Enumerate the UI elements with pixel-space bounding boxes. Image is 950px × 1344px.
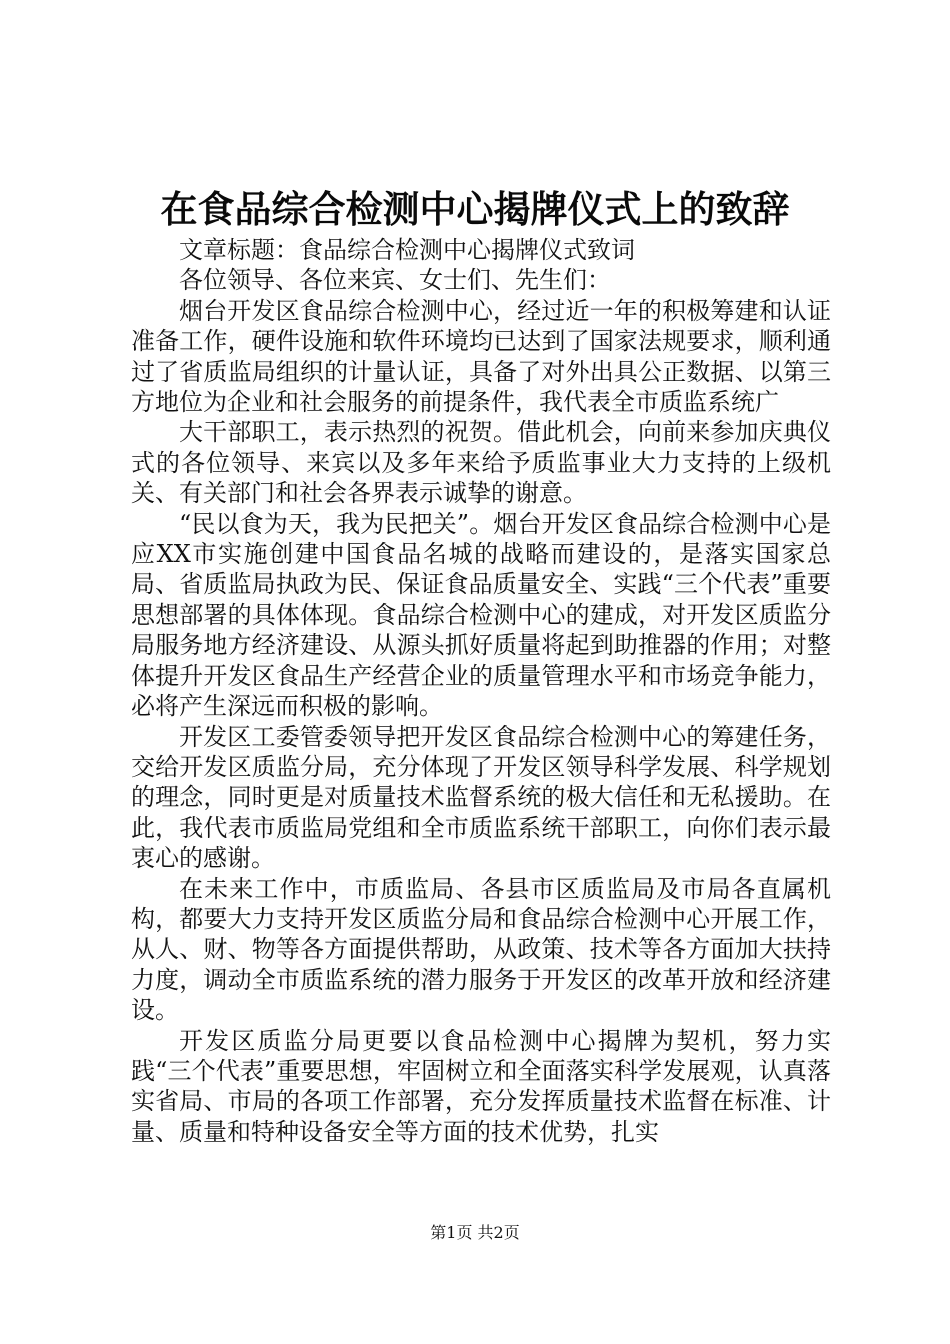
paragraph: 开发区质监分局更要以食品检测中心揭牌为契机，努力实践“三个代表”重要思想，牢固树立和全面落实科学发展观，认真落实省局、市局的各项工作部署，充分发挥质量技术监督在标准、计量、质量和特种设备安全等方面的技术优势，扎实 <box>131 1026 831 1146</box>
document-body <box>131 235 831 1147</box>
document-title: 在食品综合检测中心揭牌仪式上的致辞 <box>160 187 790 231</box>
paragraph: “民以食为天，我为民把关”。烟台开发区食品综合检测中心是应XX市实施创建中国食品名城的战略而建设的，是落实国家总局、省质监局执政为民、保证食品质量安全、实践“三个代表”重要思想部署的具体体现。食品综合检测中心的建成，对开发区质监分局服务地方经济建设、从源头抓好质量将起到助推器的作用；对整体提升开发区食品生产经营企业的质量管理水平和市场竞争能力，必将产生深远而积极的影响。 <box>131 509 831 721</box>
paragraph: 大干部职工，表示热烈的祝贺。借此机会，向前来参加庆典仪式的各位领导、来宾以及多年来给予质监事业大力支持的上级机关、有关部门和社会各界表示诚挚的谢意。 <box>131 418 831 508</box>
paragraph: 开发区工委管委领导把开发区食品综合检测中心的筹建任务，交给开发区质监分局，充分体现了开发区领导科学发展、科学规划的理念，同时更是对质量技术监督系统的极大信任和无私援助。在此，我代表市质监局党组和全市质监系统干部职工，向你们表示最衷心的感谢。 <box>131 722 831 873</box>
article-title-line: 文章标题：食品综合检测中心揭牌仪式致词 <box>179 236 635 264</box>
paragraph: 在未来工作中，市质监局、各县市区质监局及市局各直属机构，都要大力支持开发区质监分局和食品综合检测中心开展工作，从人、财、物等各方面提供帮助，从政策、技术等各方面加大扶持力度，调动全市质监系统的潜力服务于开发区的改革开放和经济建设。 <box>131 874 831 1025</box>
page-number-footer: 第1页 共2页 <box>430 1223 520 1242</box>
salutation: 各位领导、各位来宾、女士们、先生们： <box>179 266 611 295</box>
paragraph: 烟台开发区食品综合检测中心，经过近一年的积极筹建和认证准备工作，硬件设施和软件环境均已达到了国家法规要求，顺利通过了省质监局组织的计量认证，具备了对外出具公正数据、以第三方地位为企业和社会服务的前提条件，我代表全市质监系统广 <box>131 296 831 417</box>
